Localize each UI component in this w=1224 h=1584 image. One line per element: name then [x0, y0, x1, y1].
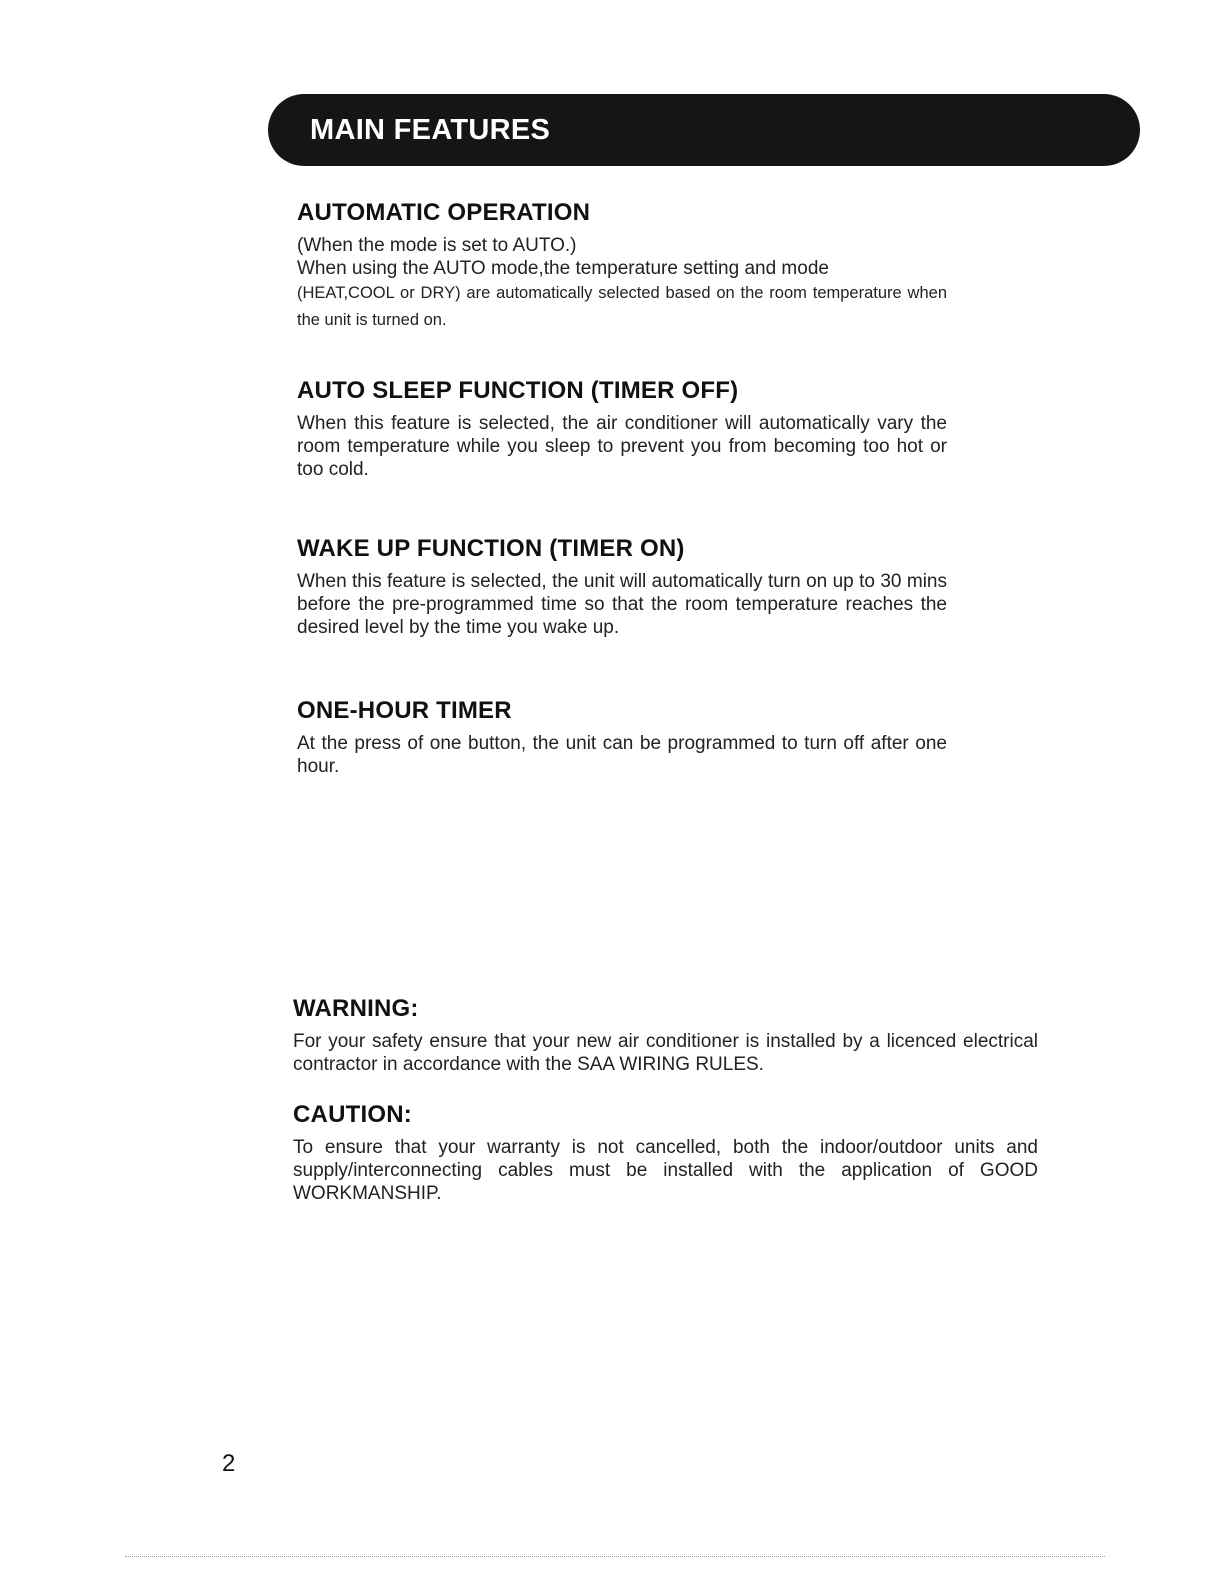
section-automatic-operation	[297, 198, 947, 334]
automatic-operation-text: When using the AUTO mode,the temperature setting and mode	[297, 258, 829, 279]
warning-text: For your safety ensure that your new air conditioner is installed by a licenced electrical contractor in accordance with the SAA WIRING RULES.	[293, 1031, 1038, 1075]
caution-text: To ensure that your warranty is not cancelled, both the indoor/outdoor units and supply/interconnecting cables must be installed with the application of GOOD WORKMANSHIP.	[293, 1137, 1038, 1204]
automatic-operation-note: (When the mode is set to AUTO.)	[297, 235, 577, 256]
section-banner	[268, 94, 1140, 166]
wake-up-heading: WAKE UP FUNCTION (TIMER ON)	[297, 535, 685, 562]
section-wake-up	[297, 534, 947, 639]
one-hour-timer-heading: ONE-HOUR TIMER	[297, 697, 512, 724]
wake-up-text: When this feature is selected, the unit will automatically turn on up to 30 mins before the pre-programmed time so that the room temperature reaches the desired level by the time you wake up.	[297, 571, 947, 638]
one-hour-timer-text: At the press of one button, the unit can be programmed to turn off after one hour.	[297, 733, 947, 777]
warning-heading: WARNING:	[293, 995, 419, 1022]
bottom-divider	[125, 1556, 1105, 1557]
automatic-operation-text-continued: (HEAT,COOL or DRY) are automatically selected based on the room temperature when the unit is turned on.	[297, 284, 947, 329]
section-warning	[293, 994, 1038, 1076]
auto-sleep-text: When this feature is selected, the air conditioner will automatically vary the room temperature while you sleep to prevent you from becoming too hot or too cold.	[297, 413, 947, 480]
section-auto-sleep	[297, 376, 947, 481]
automatic-operation-heading: AUTOMATIC OPERATION	[297, 199, 591, 226]
page-number: 2	[222, 1450, 236, 1477]
caution-heading: CAUTION:	[293, 1101, 412, 1128]
auto-sleep-heading: AUTO SLEEP FUNCTION (TIMER OFF)	[297, 377, 739, 404]
section-caution	[293, 1100, 1038, 1205]
section-one-hour-timer	[297, 696, 947, 778]
page-title: MAIN FEATURES	[310, 114, 551, 146]
